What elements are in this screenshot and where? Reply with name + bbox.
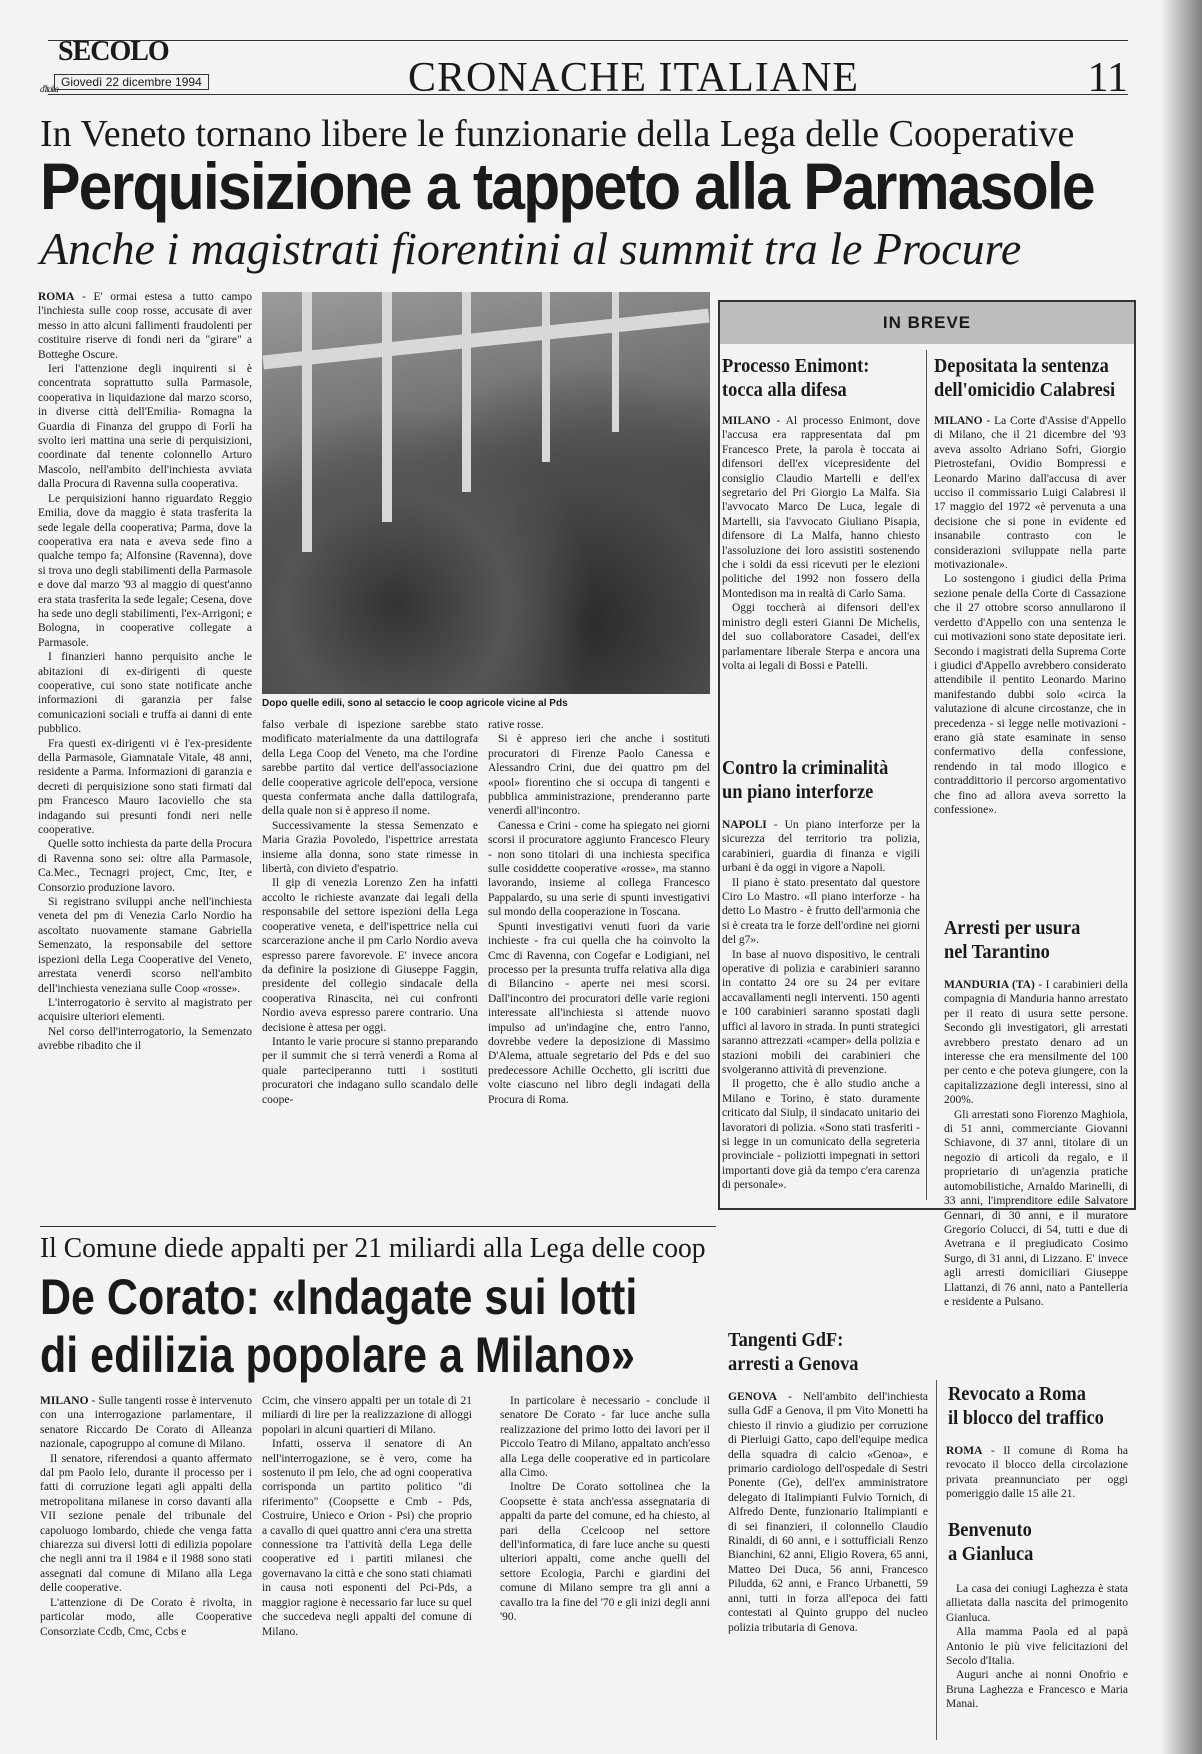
section-title: CRONACHE ITALIANE xyxy=(408,55,860,101)
photo-caption: Dopo quelle edili, sono al setaccio le coop agricole vicine al Pds xyxy=(262,698,568,709)
second-article-rule xyxy=(40,1226,716,1227)
brief-title-gdf: Tangenti GdF: arresti a Genova xyxy=(728,1329,859,1375)
issue-date: Giovedì 22 dicembre 1994 xyxy=(54,74,209,90)
brief-title-usura: Arresti per usura nel Tarantino xyxy=(944,917,1081,963)
masthead-bottom-rule xyxy=(48,94,1128,95)
main-article-column-1: ROMA - E' ormai estesa a tutto campo l'inchiesta sulle coop rosse, accusate di aver messo in atto alcuni fallimenti fraudolenti per costituire riserve di fondi neri da "girare" a Botteghe Oscure. Ieri l'attenzione degli inquirenti si è concentrata soprattutto sulla Parmasole, cooperativa in liquidazione dal marzo scorso, in diverse città dell'Emilia- Romagna la Guardia di Finanza del gruppo di Forlì ha svolto ieri mattina una serie di perquisizioni, coordinate dal tenente colonnello Arturo Mascolo, nell'ambito dell'inchiesta avviata dalla Procura di Ravenna sulla cooperativa. Le perquisizioni hanno riguardato Reggio Emilia, dove da maggio è stata trasferita la sede legale della cooperativa; Parma, dove la cooperativa era nata e aveva sede fino a qualche tempo fa; Alfonsine (Ravenna), dove si trova uno degli stabilimenti della Parmasole e dove dal marzo '93 al maggio di quest'anno era stata trasferita la sede legale; Cesena, dove ha sede uno degli stabilimenti, l'ex-Arrigoni; e Bologna, in cooperative collegate a Parmasole. I finanzieri hanno perquisito anche le abitazioni di ex-dirigenti di queste cooperative, cui sono state notificate anche informazioni di garanzia per false comunicazioni sociali e truffa ai danni di ente pubblico. Fra questi ex-dirigenti vi è l'ex-presidente della Parmasole, Giamnatale Vitale, 48 anni, residente a Parma. Informazioni di garanzia e decreti di perquisizione sono stati firmati dal pm Francesco Mauro Iacoviello che sta indagando sui presunti fondi neri nelle cooperative. Quelle sotto inchiesta da parte della Procura di Ravenna sono sei: oltre alla Parmasole, Ca.Mec., Tecnagri project, Cmc, Iter, e Consorzio produzione lavoro. Si registrano sviluppi anche nell'inchiesta veneta del pm di Venezia Carlo Nordio ha ascoltato nuovamente stamane Gabriella Semenzato, la responsabile del settore ispezioni della Lega Cooperative del Veneto, arrestata venerdì scorso nell'ambito dell'inchiesta veneziana sulle Coop «rosse». L'interrogatorio è servito al magistrato per acquisire ulteriori elementi. Nel corso dell'interrogatorio, la Semenzato avrebbe ribadito che il xyxy=(38,291,252,1053)
page-number: 11 xyxy=(1087,55,1128,101)
news-photo xyxy=(262,292,710,694)
newspaper-logo: SECOLO d'Italia xyxy=(40,36,169,94)
brief-usura-text: MANDURIA (TA) - I carabinieri della compagnia di Manduria hanno arrestato per il reato di usura sette persone. Secondo gli investigatori, gli arrestati avrebbero prestato denaro ad un interesse che era mensilmente del 100 per cento e che poteva giungere, con la capitalizzazione degli interessi, sino al 200%. Gli arrestati sono Fiorenzo Maghiola, di 51 anni, commerciante Giovanni Schiavone, di 37 anni, titolare di un negozio di articoli da regalo, e il proprietario di un'agenzia pratiche automobilistiche, Arnaldo Marinelli, di 33 anni, l'imprenditore edile Salvatore Gennari, di 30 anni, e il muratore Gregorio Colucci, di 54, tutti e due di Avetrana e il pregiudicato Cosimo Surgo, di 31 anni, di Lizzano. E' invece agli arresti domiciliari Giuseppe Llattanzi, di 76 anni, nato a Pantelleria e residente a Pulsano. xyxy=(944,979,1128,1308)
brief-title-criminalita: Contro la criminalità un piano interforze xyxy=(722,757,889,803)
brief-divider-lower xyxy=(936,1380,937,1740)
second-article-column-3: In particolare è necessario - conclude il senatore De Corato - far luce anche sulla realizzazione del primo lotto dei lavori per il Piccolo Teatro di Milano, appaltato anch'esso alla Lega delle cooperative ed in particolare alla Cimo. Inoltre De Corato sottolinea che la Coopsette è stata anch'essa assegnataria di appalti da parte del comune, ed ha chiesto, al pari della Ccelcoop nel settore dell'informatica, di fare luce anche su questi ulteriori appalti, come anche quelli del settore Ecologia, Parchi e giardini del comune di Milano sempre tra gli anni a cavallo tra la fine del '70 e gli inizi degli anni '90. xyxy=(500,1395,710,1624)
brief-title-traffico: Revocato a Roma il blocco del traffico xyxy=(948,1383,1104,1429)
second-kicker: Il Comune diede appalti per 21 miliardi alla Lega delle coop xyxy=(40,1232,706,1264)
masthead-top-rule xyxy=(48,40,1128,41)
brief-title-calabresi: Depositata la sentenza dell'omicidio Calabresi xyxy=(934,355,1116,401)
brief-calabresi-text: MILANO - La Corte d'Assise d'Appello di Milano, che il 21 dicembre del '93 aveva assolto Adriano Sofri, Giorgio Pietrostefani, Ovidio Bompressi e Leonardo Marino dall'accusa di aver ucciso il commissario Luigi Calabresi il 17 maggio del 1972 «è pervenuta a una decisione che si pone in evidente ed insanabile contrasto con le considerazioni sviluppate nella parte motivazionale». Lo sostengono i giudici della Prima sezione penale della Corte di Cassazione che il 27 ottobre scorso annullarono il verdetto d'Appello con una sentenza le cui motivazioni sono state depositate ieri. Secondo i magistrati della Suprema Corte i giudici d'Appello avrebbero considerato attendibile il pentito Leonardo Marino manifestando dubbi solo «circa la valutazione di alcune circostanze, che in precedenza - si legge nelle motivazioni - erano già state esaminate in senso confermativo della confessione, rendendo in tal modo illogico e contraddittorio il percorso argomentativo che fino ad allora aveva sorretto la confessione». xyxy=(934,415,1126,816)
in-breve-divider xyxy=(926,350,927,1200)
second-article-column-2: Ccim, che vinsero appalti per un totale di 21 miliardi di lire per la realizzazione di alloggi popolari in alcuni quartieri di Milano. Infatti, osserva il senatore di An nell'interrogazione, se è vero, come ha sostenuto il pm Ielo, che ad ogni cooperativa corrisponda un partito politico "di riferimento" (Coopsette e Cmb - Pds, Costruire, Unieco e Orion - Psi) che proprio a cavallo di quei quattro anni c'era una stretta connessione tra l'attività della Lega delle cooperative ed i partiti milanesi che governavano la città e che sono stati chiamati in causa noti esponenti del Pci-Pds, a maggior ragione è necessario far luce su quel che succedeva negli appalti del comune di Milano. xyxy=(262,1395,472,1638)
main-article-column-2: falso verbale di ispezione sarebbe stato modificato materialmente da una dattilografa della Lega Coop del Veneto, ma che l'ordine sarebbe partito dal vertice dell'associazione delle cooperative agricole dell'epoca, versione questa confermata anche dalla dattilografa, della quale non si è appreso il nome. Successivamente la stessa Semenzato e Maria Grazia Povoledo, l'ispettrice arrestata insieme alla donna, sono state rimesse in libertà, con divieto d'espatrio. Il gip di venezia Lorenzo Zen ha infatti accolto le richieste avanzate dai legali della responsabile del settore ispezioni della Lega cooperative veneta, e dell'ispettrice nella cui scarcerazione anche il pm Carlo Nordio aveva espresso parere favorevole. E' invece ancora da definire la posizione di Giuseppe Faggin, presidente del collegio sindacale della cooperativa Rinascita, nei cui confronti Nordio aveva espresso parere contrario. Una decisione è attesa per oggi. Intanto le varie procure si stanno preparando per il summit che si terrà venerdì a Roma al quale parteciperanno tutti i sostituti procuratori che indagano sullo scandalo delle coope- xyxy=(262,719,478,1106)
second-article-column-1: MILANO - Sulle tangenti rosse è intervenuto con una interrogazione parlamentare, il senatore Riccardo De Corato di Alleanza nazionale, capogruppo al comune di Milano. Il senatore, riferendosi a quanto affermato dal pm Paolo Ielo, durante il processo per i fatti di corruzione legati agli appalti della metropolitana milanese in corso davanti alla VII sezione penale del tribunale del capoluogo lombardo, chiede che venga fatta chiarezza sui diversi lotti di edilizia popolare che negli anni tra il 1984 e il 1988 sono stati assegnati dal comune di Milano alla Lega delle cooperative. L'attenzione di De Corato è rivolta, in particolar modo, alle Cooperative Consorziate Ccdb, Cmc, Ccbs e xyxy=(40,1395,252,1638)
in-breve-header: IN BREVE xyxy=(720,302,1134,344)
main-subhead: Anche i magistrati fiorentini al summit tra le Procure xyxy=(40,223,1022,274)
page-edge-shadow xyxy=(1162,0,1202,1754)
brief-title-gianluca: Benvenuto a Gianluca xyxy=(948,1519,1034,1565)
masthead xyxy=(40,36,1128,101)
dateline: ROMA xyxy=(38,291,75,303)
second-headline: De Corato: «Indagate sui lotti di edilizia popolare a Milano» xyxy=(40,1269,638,1383)
brief-title-enimont: Processo Enimont: tocca alla difesa xyxy=(722,355,870,401)
brief-traffico-text: ROMA - Il comune di Roma ha revocato il blocco della circolazione privata preannunciato per oggi pomeriggio dalle 15 alle 21. xyxy=(946,1445,1128,1501)
main-headline: Perquisizione a tappeto alla Parmasole xyxy=(40,149,1094,223)
brief-enimont-text: MILANO - Al processo Enimont, dove l'accusa era rappresentata dal pm Francesco Prete, la parola è toccata ai difensori dell'ex vicepresidente del consiglio Claudio Martelli e dell'ex segretario del Pri Giorgio La Malfa. Sia l'avvocato Marco De Luca, legale di Martelli, sia l'avvocato Giuliano Pisapia, difensore di La Malfa, hanno chiesto l'assoluzione dei loro assistiti sostenendo che i soldi da essi ricevuti per le elezioni politiche del 1992 non fossero della Montedison ma in realtà di Carlo Sama. Oggi toccherà ai difensori dell'ex ministro degli esteri Gianni De Michelis, del suo collaboratore Casadei, dell'ex parlamentare liberale Sterpa e ancora una volta ai legali di Bossi e Patelli. xyxy=(722,415,920,672)
brief-gianluca-text: La casa dei coniugi Laghezza è stata allietata dalla nascita del primogenito Gianluca. Alla mamma Paola ed al papà Antonio le più vive felicitazioni del Secolo d'Italia. Auguri anche ai nonni Onofrio e Bruna Laghezza e Francesco e Maria Manai. xyxy=(946,1583,1128,1711)
main-article-column-3: rative rosse. Si è appreso ieri che anche i sostituti procuratori di Firenze Paolo Canessa e Alessandro Crini, due dei quattro pm del «pool» fiorentino che si occupa di tangenti e pubblica amministrazione, prenderanno parte venerdì all'incontro. Canessa e Crini - come ha spiegato nei giorni scorsi il procuratore aggiunto Francesco Fleury - non sono titolari di una inchiesta specifica sulle cosiddette cooperative «rosse», ma stanno lavorando, insieme al collega Francesco Pappalardo, su una serie di spunti investigativi sul mondo della cooperazione in Toscana. Spunti investigativi venuti fuori da varie inchieste - fra cui quella che ha coinvolto la Cmc di Ravenna, con Cogefar e Lodigiani, nel processo per la presunta truffa relativa alla diga di Bilancino - aperte nei mesi scorsi. Dall'incontro dei procuratori delle varie regioni interessate all'inchiesta si attende nuovo impulso ad un'indagine che, entro l'anno, dovrebbe vedere la deposizione di Massimo D'Alema, attuale segretario del Pds e del suo predecessore Achille Occhetto, gli iscritti due volte ciascuno nel libro degli indagati della Procura di Roma. xyxy=(488,719,710,1106)
main-kicker: In Veneto tornano libere le funzionarie della Lega delle Cooperative xyxy=(40,113,1075,155)
brief-gdf-text: GENOVA - Nell'ambito dell'inchiesta sulla GdF a Genova, il pm Vito Monetti ha chiesto il rinvio a giudizio per corruzione di Pierluigi Gatto, capo dell'equipe medica della squadra di calcio «Genoa», e primario cardiologo dell'ospedale di Sestri Ponente (Ge), dell'ex amministratore delegato di Italimpianti Fulvio Tornich, di Alfredo Dente, funzionario Italimpianti e di sei finanzieri, il colonnello Claudio Rinaldi, di 60 anni, e i sottufficiali Renzo Bianchini, 62 anni, Eligio Rovera, 65 anni, Matteo Dei Duca, 56 anni, Francesco Piludda, 62 anni, e Franco Urbanetti, 59 anni, tutti in forza all'epoca dei fatti contestati al Quinto gruppo del nucleo polizia tributaria di Genova. xyxy=(728,1391,928,1634)
brief-criminalita-text: NAPOLI - Un piano interforze per la sicurezza del territorio tra polizia, carabinieri, guardia di finanza e vigili urbani è da oggi in vigore a Napoli. Il piano è stato presentato dal questore Ciro Lo Mastro. «Il piano interforze - ha detto Lo Mastro - è frutto dell'armonia che si è creata tra le forze dell'ordine nei giorni del g7». In base al nuovo dispositivo, le centrali operative di polizia e carabinieri saranno in contatto 24 ore su 24 per evitare accavallamenti negli interventi. 150 agenti e 100 carabinieri saranno spostati dagli uffici al lavoro in strada. In punti strategici saranno attrezzati «camper» della polizia e stazioni mobili dei carabinieri che svolgeranno attività di prevenzione. Il progetto, che è allo studio anche a Milano e Torino, è stato duramente criticato dal Siulp, il sindacato unitario dei lavoratori di polizia. «Sono stati trasferiti - si legge in un comunicato della segreteria provinciale - poliziotti impegnati in settori importanti dove già da tempo c'era carenza di personale». xyxy=(722,819,920,1192)
